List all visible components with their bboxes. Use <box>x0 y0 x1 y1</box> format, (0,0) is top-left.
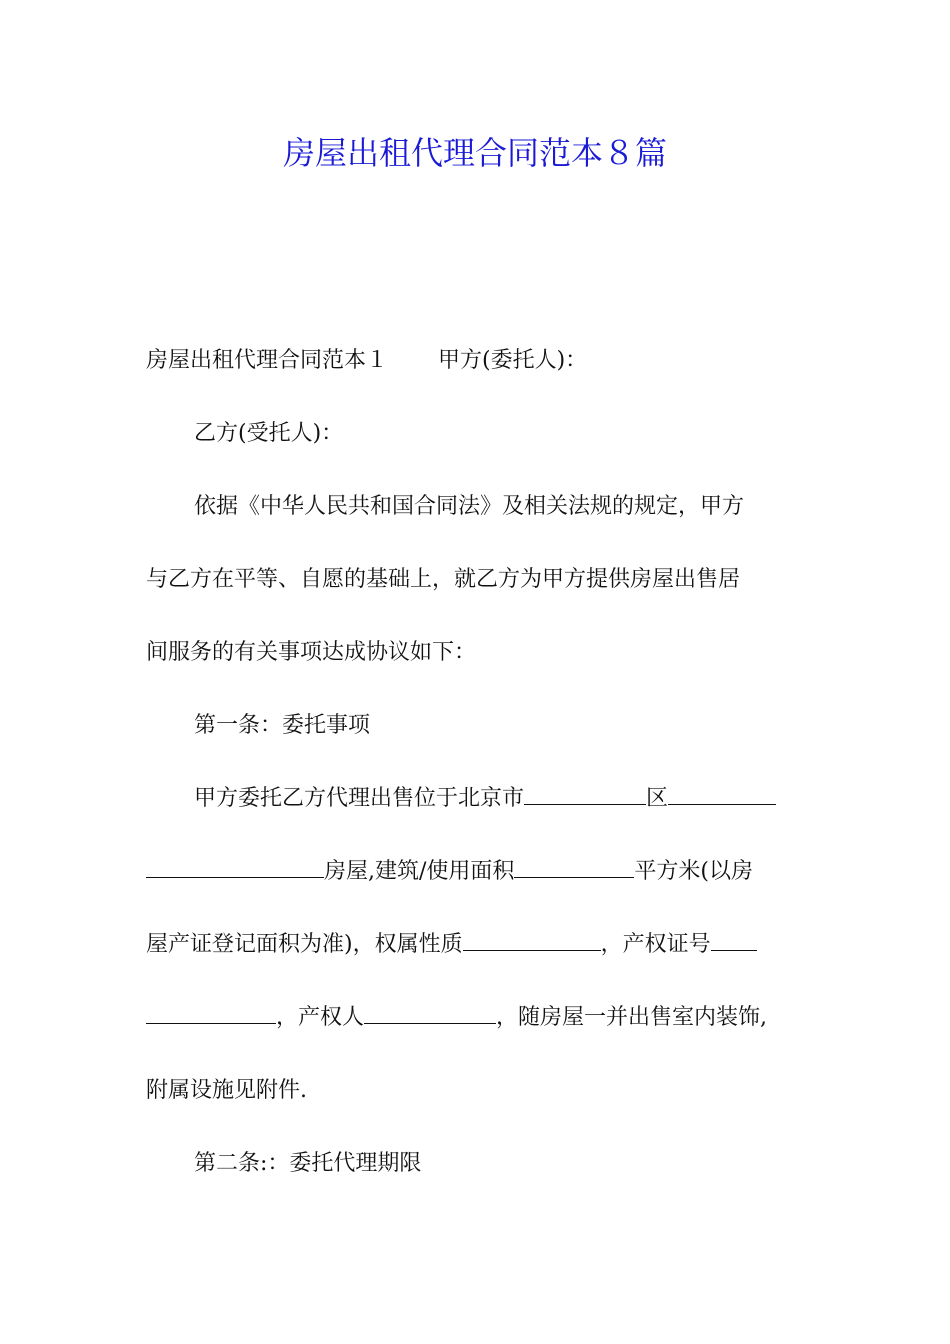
clause-text: 区 <box>646 786 669 811</box>
article-1-line <box>146 1067 806 1140</box>
fill-blank-property-type <box>463 922 601 951</box>
article-1-line <box>146 775 806 848</box>
document-title: 房屋出租代理合同范本８篇 <box>282 134 667 172</box>
paragraph-heading-parties <box>146 337 806 410</box>
article-title-text: 第一条：委托事项 <box>194 713 371 738</box>
clause-text: 房屋,建筑/使用面积 <box>324 859 515 884</box>
clause-text: 屋产证登记面积为准)，权属性质 <box>146 932 463 957</box>
fill-blank-address <box>146 849 324 878</box>
clause-text: 附属设施见附件. <box>146 1078 307 1103</box>
clause-text: 甲方委托乙方代理出售位于北京市 <box>194 786 525 811</box>
clause-text: ，产权人 <box>276 1005 365 1030</box>
paragraph-intro-line <box>146 629 806 702</box>
fill-blank-district <box>524 776 646 805</box>
fill-blank-address <box>668 776 776 805</box>
intro-text: 与乙方在平等、自愿的基础上，就乙方为甲方提供房屋出售居 <box>146 567 741 592</box>
party-a-label: 甲方(委托人)： <box>438 348 588 373</box>
article-1-line <box>146 921 806 994</box>
fill-blank-area <box>514 849 634 878</box>
paragraph-party-b <box>146 410 806 483</box>
paragraph-intro-line <box>146 483 806 556</box>
section-heading: 房屋出租代理合同范本１ <box>146 348 389 373</box>
article-1-line <box>146 848 806 921</box>
fill-blank-certificate-no <box>146 995 276 1024</box>
intro-text: 依据《中华人民共和国合同法》及相关法规的规定，甲方 <box>194 494 745 519</box>
clause-text: 平方米(以房 <box>634 859 753 884</box>
intro-text: 间服务的有关事项达成协议如下： <box>146 640 477 665</box>
article-2-title <box>146 1140 806 1213</box>
article-1-title <box>146 702 806 775</box>
article-title-text: 第二条:：委托代理期限 <box>194 1151 422 1176</box>
article-1-line <box>146 994 806 1067</box>
paragraph-intro-line <box>146 556 806 629</box>
party-b-label: 乙方(受托人)： <box>194 421 344 446</box>
clause-text: ，随房屋一并出售室内装饰, <box>496 1005 768 1030</box>
document-body <box>146 337 806 1213</box>
clause-text: ，产权证号 <box>600 932 711 957</box>
fill-blank-certificate-no <box>711 922 757 951</box>
fill-blank-owner <box>364 995 496 1024</box>
